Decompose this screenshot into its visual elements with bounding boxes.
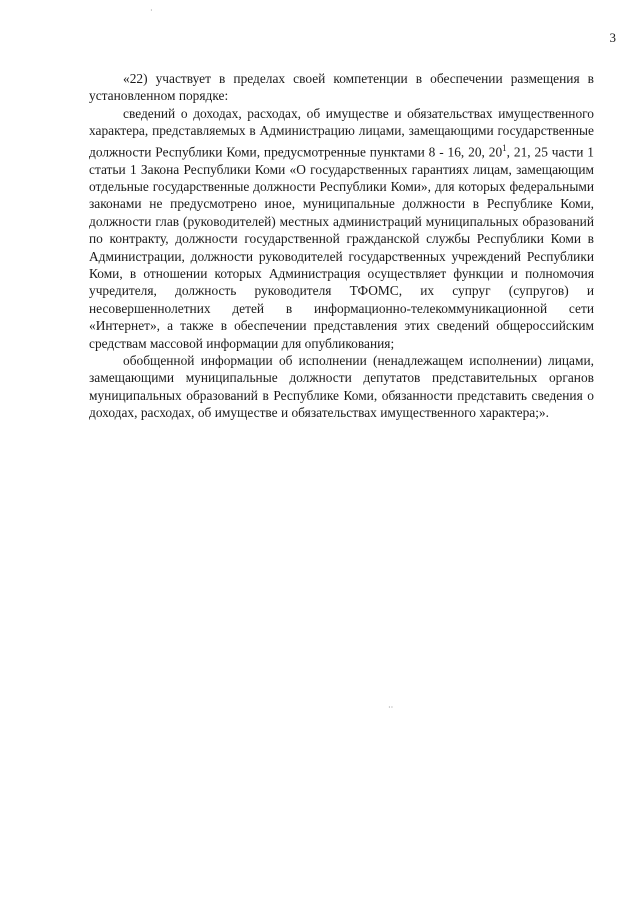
paragraph-text-end: , 21, 25 части 1 статьи 1 Закона Республики Коми «О государственных гарантиях лицам, замещающим отдельные государственные должности Республики Коми», для которых федеральными законами не предусмотрено иное, муниципальные должности в Республике Коми, должности глав (руководителей) местных администраций муниципальных образований по контракту, должности государственной гражданской службы Республики Коми в Администрации, должности руководителей государственных учреждений Республики Коми, в отношении которых Администрация осуществляет функции и полномочия учредителя, должность руководителя ТФОМС, их супруг (супругов) и несовершеннолетних детей в информационно-телекоммуникационной сети «Интернет», а также в обеспечении представления этих сведений общероссийским средствам массовой информации для опубликования; — [89, 144, 594, 351]
paragraph-summary-info: обобщенной информации об исполнении (ненадлежащем исполнении) лицами, замещающими муниципальные должности депутатов представительных органов муниципальных образований в Республике Коми, обязанности представить сведения о доходах, расходах, об имуществе и обязательствах имущественного характера;». — [89, 352, 594, 421]
paragraph-text-start: сведений о доходах, расходах, об имуществе и обязательствах имущественного характера, представляемых в Администрацию лицами, замещающими государственные должности Республики Коми, предусмотренные пунктами 8 - 16, 20, 20 — [89, 105, 594, 160]
superscript-marker: 1 — [502, 142, 507, 153]
document-body — [89, 70, 594, 422]
scan-speck: · — [150, 6, 153, 15]
paragraph-item-22: «22) участвует в пределах своей компетенции в обеспечении размещения в установленном порядке: — [89, 71, 594, 104]
paragraph-income-info — [89, 105, 594, 352]
scan-speck: ·· — [388, 703, 394, 712]
page-number: 3 — [609, 30, 616, 45]
